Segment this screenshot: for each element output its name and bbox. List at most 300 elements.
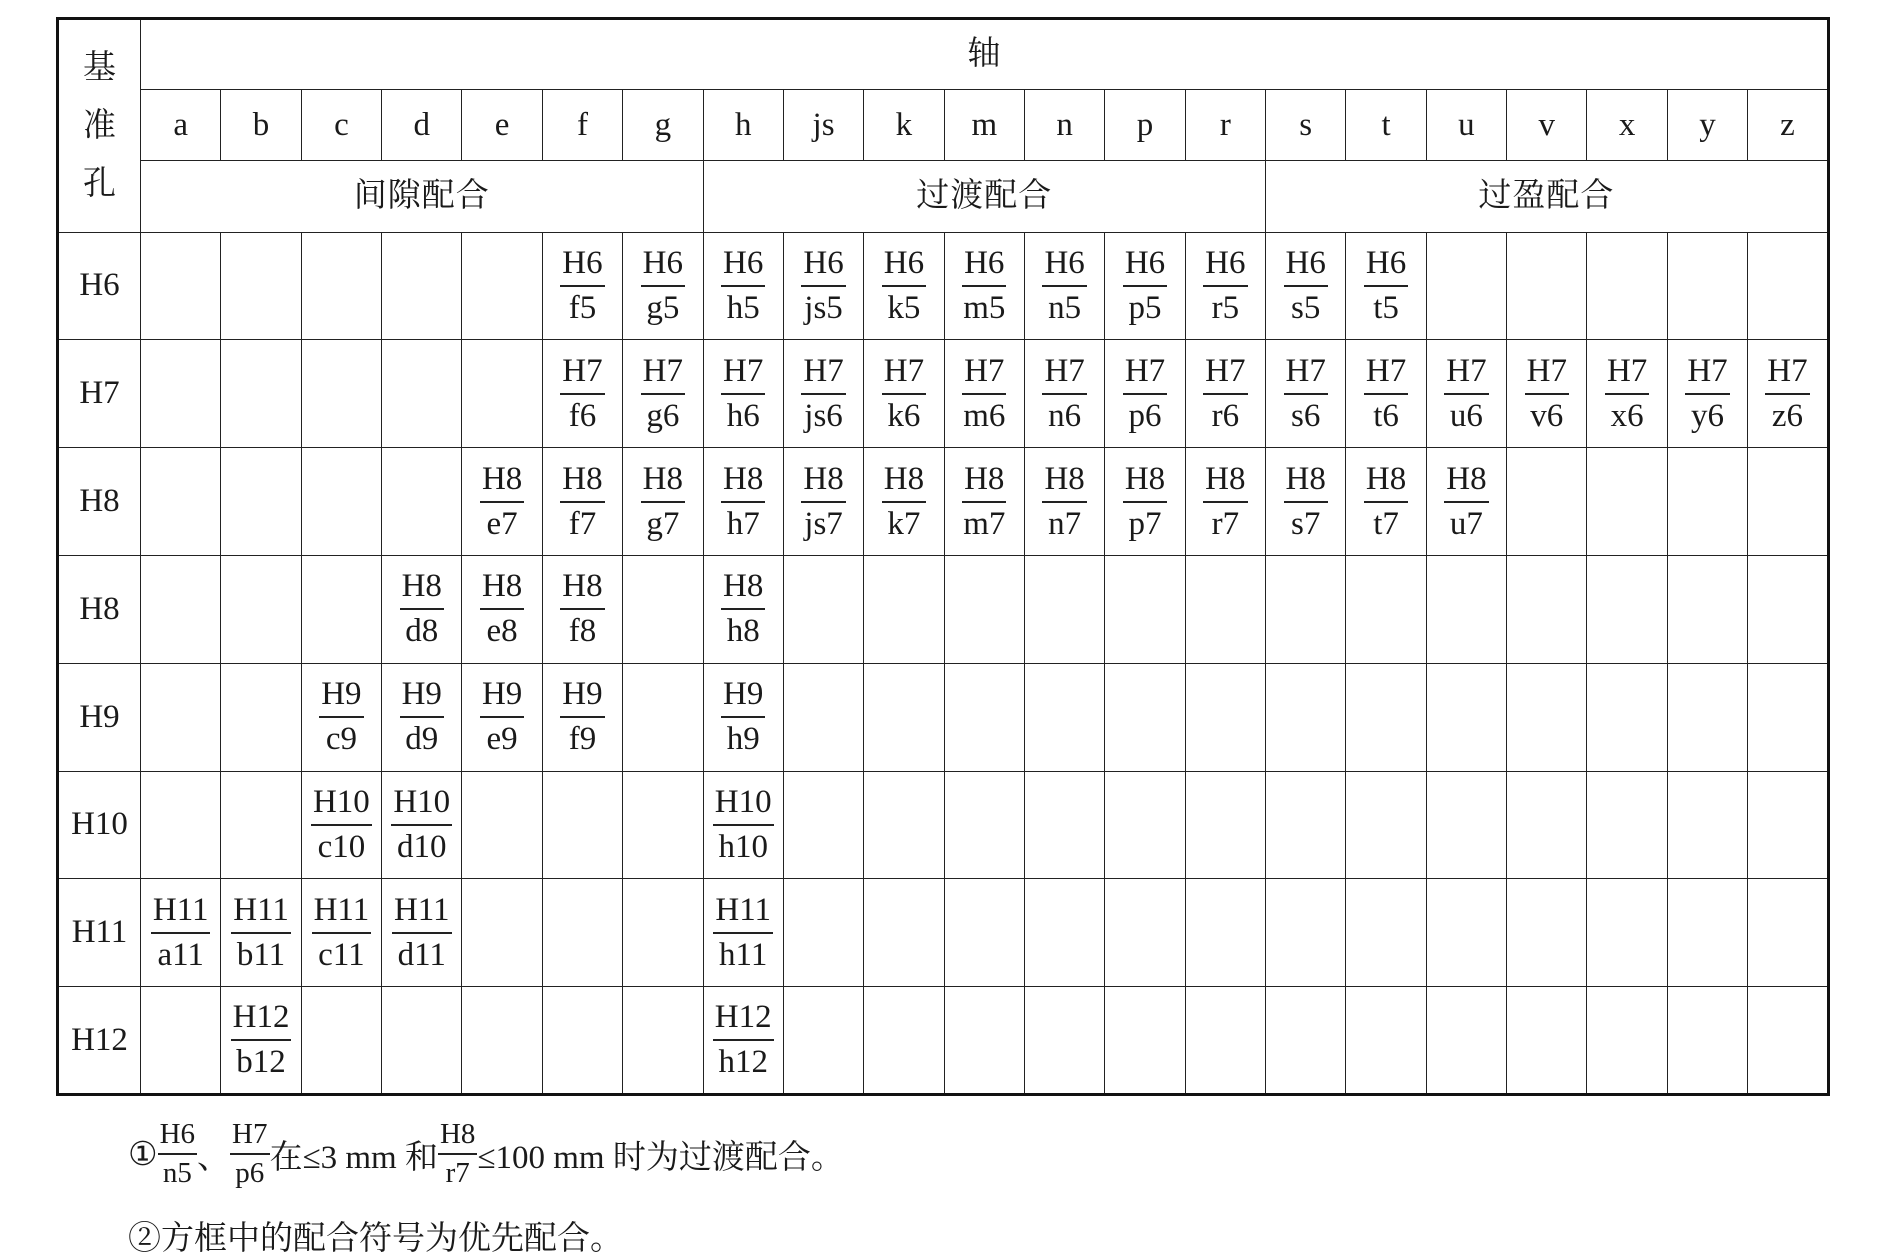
fit-numerator: H7 bbox=[1605, 355, 1649, 395]
fit-fraction bbox=[1364, 460, 1408, 542]
fit-numerator: H8 bbox=[1284, 463, 1328, 503]
fit-cell-h6-p5 bbox=[1105, 232, 1185, 340]
fit-cell bbox=[623, 663, 703, 771]
fit-numerator: H11 bbox=[392, 894, 452, 934]
fit-fraction bbox=[560, 244, 604, 326]
fit-denominator: s7 bbox=[1291, 505, 1321, 542]
fit-cell-h8-p7 bbox=[1105, 448, 1185, 556]
fit-cell-h6-js5 bbox=[783, 232, 863, 340]
fit-cell-h6-s5 bbox=[1266, 232, 1346, 340]
fit-cell-h11-d11 bbox=[382, 879, 462, 987]
fit-cell-h8-f7 bbox=[542, 448, 622, 556]
fit-numerator: H9 bbox=[560, 678, 604, 718]
fit-cell bbox=[944, 987, 1024, 1095]
fit-numerator: H6 bbox=[1123, 247, 1167, 287]
fit-fraction bbox=[1444, 352, 1488, 434]
fit-cell bbox=[1426, 771, 1506, 879]
fit-fraction bbox=[1123, 244, 1167, 326]
fit-fraction bbox=[391, 783, 452, 865]
fit-numerator: H7 bbox=[1364, 355, 1408, 395]
fit-row-h8 bbox=[58, 448, 1829, 556]
fit-cell-h6-k5 bbox=[864, 232, 944, 340]
fit-cell bbox=[141, 663, 221, 771]
fit-cell-h9-f9 bbox=[542, 663, 622, 771]
fit-cell bbox=[783, 879, 863, 987]
fit-cell bbox=[462, 771, 542, 879]
fit-cell-h7-h6 bbox=[703, 340, 783, 448]
note-1-separator: 、 bbox=[197, 1139, 231, 1176]
fit-cell bbox=[1667, 771, 1747, 879]
fit-denominator: js5 bbox=[804, 289, 843, 326]
fit-numerator: H8 bbox=[801, 463, 845, 503]
fit-cell-h7-r6 bbox=[1185, 340, 1265, 448]
fit-cell bbox=[1426, 879, 1506, 987]
fit-numerator: H8 bbox=[721, 463, 765, 503]
header-row-shaft-title bbox=[58, 19, 1829, 90]
fit-fraction bbox=[801, 352, 845, 434]
fit-cell-h9-d9 bbox=[382, 663, 462, 771]
fit-cell bbox=[221, 771, 301, 879]
fit-cell bbox=[141, 555, 221, 663]
base-hole-header bbox=[58, 19, 141, 233]
fit-cell-h6-r5 bbox=[1185, 232, 1265, 340]
fit-cell bbox=[301, 448, 381, 556]
fit-fraction bbox=[1042, 460, 1086, 542]
fraction-h7-p6 bbox=[230, 1120, 269, 1188]
fit-denominator: d9 bbox=[405, 721, 439, 758]
fit-cell bbox=[1507, 555, 1587, 663]
fit-fraction bbox=[560, 460, 604, 542]
fit-fraction bbox=[560, 678, 604, 756]
fit-cell bbox=[382, 987, 462, 1095]
fit-cell bbox=[1346, 771, 1426, 879]
shaft-letter-b: b bbox=[221, 90, 301, 161]
fit-denominator: c11 bbox=[318, 936, 365, 973]
fit-fraction bbox=[480, 460, 524, 542]
fit-cell-h12-h12 bbox=[703, 987, 783, 1095]
fit-fraction bbox=[801, 460, 845, 542]
fit-denominator: h12 bbox=[718, 1044, 768, 1081]
fit-denominator: h11 bbox=[719, 936, 768, 973]
fit-fraction bbox=[713, 783, 774, 865]
shaft-letter-g: g bbox=[623, 90, 703, 161]
fit-cell-h6-f5 bbox=[542, 232, 622, 340]
fit-cell-h7-p6 bbox=[1105, 340, 1185, 448]
fit-cell bbox=[1587, 663, 1667, 771]
fit-cell-h7-v6 bbox=[1507, 340, 1587, 448]
fit-table bbox=[56, 17, 1830, 1096]
fit-fraction bbox=[1203, 352, 1247, 434]
fraction-numerator: H7 bbox=[230, 1120, 269, 1155]
fit-denominator: p5 bbox=[1128, 289, 1162, 326]
fit-cell-h6-g5 bbox=[623, 232, 703, 340]
fit-cell bbox=[783, 987, 863, 1095]
fit-denominator: d11 bbox=[397, 936, 446, 973]
base-hole-header-char: 基 bbox=[83, 49, 116, 86]
fit-cell bbox=[623, 771, 703, 879]
fit-cell bbox=[864, 555, 944, 663]
fit-cell bbox=[944, 879, 1024, 987]
fit-denominator: t5 bbox=[1373, 289, 1399, 326]
fit-row-h6 bbox=[58, 232, 1829, 340]
fit-cell-h8-f8 bbox=[542, 555, 622, 663]
fit-fraction bbox=[713, 1001, 774, 1079]
fit-cell bbox=[1426, 663, 1506, 771]
fit-cell bbox=[864, 879, 944, 987]
fit-denominator: r5 bbox=[1211, 289, 1240, 326]
fit-cell-h8-g7 bbox=[623, 448, 703, 556]
fit-cell-h10-d10 bbox=[382, 771, 462, 879]
fit-fraction bbox=[961, 352, 1007, 434]
fit-numerator: H8 bbox=[1123, 463, 1167, 503]
shaft-letter-k: k bbox=[864, 90, 944, 161]
fit-group-1: 过渡配合 bbox=[703, 161, 1266, 232]
fit-cell-h9-h9 bbox=[703, 663, 783, 771]
fit-cell bbox=[1667, 232, 1747, 340]
note-1-marker: ① bbox=[128, 1137, 158, 1173]
fit-cell bbox=[1667, 879, 1747, 987]
hole-label: H12 bbox=[58, 987, 141, 1095]
fit-cell-h8-m7 bbox=[944, 448, 1024, 556]
fit-cell bbox=[462, 232, 542, 340]
base-hole-header-char: 准 bbox=[83, 107, 116, 144]
hole-label: H8 bbox=[58, 448, 141, 556]
fit-denominator: n6 bbox=[1048, 397, 1082, 434]
fit-numerator: H6 bbox=[882, 247, 926, 287]
fit-denominator: b11 bbox=[236, 936, 286, 973]
fit-fraction bbox=[1525, 352, 1569, 434]
fit-numerator: H8 bbox=[1042, 463, 1086, 503]
fit-group-0: 间隙配合 bbox=[141, 161, 704, 232]
fit-denominator: js6 bbox=[804, 397, 843, 434]
fit-cell bbox=[1507, 987, 1587, 1095]
fit-cell-h8-u7 bbox=[1426, 448, 1506, 556]
shaft-letter-z: z bbox=[1748, 90, 1829, 161]
fit-cell bbox=[1346, 555, 1426, 663]
fit-denominator: c10 bbox=[317, 828, 366, 865]
fit-numerator: H6 bbox=[1364, 247, 1408, 287]
fit-denominator: s6 bbox=[1291, 397, 1321, 434]
fit-denominator: r6 bbox=[1211, 397, 1240, 434]
fit-row-h9 bbox=[58, 663, 1829, 771]
fit-denominator: e7 bbox=[486, 505, 518, 542]
fit-denominator: m5 bbox=[963, 289, 1006, 326]
fit-cell bbox=[1185, 879, 1265, 987]
fit-fraction bbox=[1203, 460, 1247, 542]
fit-denominator: h8 bbox=[726, 613, 760, 650]
fit-cell-h7-n6 bbox=[1024, 340, 1104, 448]
fit-cell bbox=[141, 448, 221, 556]
fit-cell bbox=[301, 555, 381, 663]
fit-cell bbox=[1105, 663, 1185, 771]
fit-cell bbox=[1507, 663, 1587, 771]
fit-cell bbox=[944, 663, 1024, 771]
fit-cell bbox=[1667, 555, 1747, 663]
fit-cell-h12-b12 bbox=[221, 987, 301, 1095]
fit-cell bbox=[1426, 555, 1506, 663]
fit-numerator: H7 bbox=[801, 355, 845, 395]
fit-denominator: f8 bbox=[568, 613, 597, 650]
fit-fraction bbox=[1765, 352, 1809, 434]
fit-numerator: H7 bbox=[1525, 355, 1569, 395]
fit-cell-h8-t7 bbox=[1346, 448, 1426, 556]
fit-denominator: b12 bbox=[236, 1044, 286, 1081]
fraction-denominator: r7 bbox=[445, 1157, 470, 1189]
fit-cell bbox=[1587, 555, 1667, 663]
fit-denominator: r7 bbox=[1211, 505, 1240, 542]
note-1-text-2: ≤100 mm 时为过渡配合。 bbox=[477, 1139, 844, 1176]
shaft-letter-u: u bbox=[1426, 90, 1506, 161]
fit-numerator: H10 bbox=[311, 786, 372, 826]
fit-cell bbox=[1426, 987, 1506, 1095]
fit-denominator: s5 bbox=[1291, 289, 1321, 326]
fit-denominator: f9 bbox=[568, 721, 597, 758]
fraction-h8-r7 bbox=[438, 1120, 477, 1188]
fit-fraction bbox=[1364, 352, 1408, 434]
shaft-letter-m: m bbox=[944, 90, 1024, 161]
fit-cell-h7-t6 bbox=[1346, 340, 1426, 448]
fit-cell bbox=[462, 340, 542, 448]
fit-denominator: h10 bbox=[718, 828, 768, 865]
fit-denominator: h6 bbox=[726, 397, 760, 434]
fit-cell-h11-b11 bbox=[221, 879, 301, 987]
shaft-letter-js: js bbox=[783, 90, 863, 161]
fit-denominator: m7 bbox=[963, 505, 1006, 542]
fit-fraction bbox=[1605, 352, 1649, 434]
fit-cell bbox=[1748, 879, 1829, 987]
shaft-letter-s: s bbox=[1266, 90, 1346, 161]
fit-cell bbox=[1587, 448, 1667, 556]
fit-cell bbox=[1266, 771, 1346, 879]
fit-cell-h8-r7 bbox=[1185, 448, 1265, 556]
fit-cell bbox=[1426, 232, 1506, 340]
fit-cell bbox=[1024, 663, 1104, 771]
fit-cell bbox=[1105, 771, 1185, 879]
fit-numerator: H6 bbox=[560, 247, 604, 287]
fit-fraction bbox=[713, 891, 773, 973]
fit-numerator: H8 bbox=[1444, 463, 1488, 503]
shaft-letter-t: t bbox=[1346, 90, 1426, 161]
fit-numerator: H12 bbox=[713, 1001, 774, 1041]
shaft-letter-h: h bbox=[703, 90, 783, 161]
fit-cell bbox=[1507, 879, 1587, 987]
fit-row-h7 bbox=[58, 340, 1829, 448]
fit-cell bbox=[623, 987, 703, 1095]
fit-cell bbox=[944, 771, 1024, 879]
fit-cell bbox=[1346, 879, 1426, 987]
fit-fraction bbox=[231, 891, 291, 973]
fit-cell-h11-a11 bbox=[141, 879, 221, 987]
fit-cell bbox=[382, 340, 462, 448]
fit-cell bbox=[1667, 987, 1747, 1095]
fit-row-h12 bbox=[58, 987, 1829, 1095]
fit-fraction bbox=[1284, 460, 1328, 542]
fit-numerator: H6 bbox=[1203, 247, 1247, 287]
fit-fraction bbox=[1444, 460, 1488, 542]
fit-cell-h6-m5 bbox=[944, 232, 1024, 340]
fit-cell-h8-e7 bbox=[462, 448, 542, 556]
fit-fraction bbox=[721, 352, 765, 434]
fit-cell bbox=[1266, 879, 1346, 987]
fit-cell bbox=[1266, 555, 1346, 663]
fit-numerator: H11 bbox=[713, 894, 773, 934]
fit-numerator: H8 bbox=[721, 570, 765, 610]
fit-cell bbox=[1507, 771, 1587, 879]
fit-cell bbox=[1185, 771, 1265, 879]
fit-fraction bbox=[961, 460, 1007, 542]
fit-denominator: k5 bbox=[887, 289, 921, 326]
shaft-title: 轴 bbox=[141, 19, 1829, 90]
fit-denominator: n7 bbox=[1048, 505, 1082, 542]
fit-cell-h9-e9 bbox=[462, 663, 542, 771]
fit-cell-h7-s6 bbox=[1266, 340, 1346, 448]
fit-numerator: H8 bbox=[882, 463, 926, 503]
fit-fraction bbox=[641, 244, 685, 326]
fit-cell bbox=[1587, 987, 1667, 1095]
fit-cell bbox=[462, 987, 542, 1095]
fit-denominator: h9 bbox=[726, 721, 760, 758]
fraction-numerator: H6 bbox=[158, 1120, 197, 1155]
fit-cell bbox=[301, 987, 381, 1095]
fit-cell bbox=[1587, 879, 1667, 987]
fit-numerator: H11 bbox=[151, 894, 211, 934]
note-1 bbox=[128, 1120, 844, 1188]
fit-denominator: d8 bbox=[405, 613, 439, 650]
fit-denominator: e9 bbox=[486, 721, 518, 758]
fit-denominator: t6 bbox=[1373, 397, 1399, 434]
fit-cell bbox=[1667, 448, 1747, 556]
fit-fraction bbox=[1685, 352, 1729, 434]
fit-fraction bbox=[721, 678, 765, 756]
fit-numerator: H7 bbox=[1685, 355, 1729, 395]
fit-denominator: d10 bbox=[397, 828, 447, 865]
fit-numerator: H7 bbox=[721, 355, 765, 395]
fit-numerator: H7 bbox=[962, 355, 1006, 395]
fit-cell bbox=[1748, 232, 1829, 340]
fit-fraction bbox=[312, 891, 372, 973]
fit-cell bbox=[1748, 555, 1829, 663]
fit-cell bbox=[301, 232, 381, 340]
fit-cell-h11-h11 bbox=[703, 879, 783, 987]
shaft-letter-v: v bbox=[1507, 90, 1587, 161]
fit-denominator: t7 bbox=[1373, 505, 1399, 542]
fit-numerator: H12 bbox=[231, 1001, 292, 1041]
fit-fraction bbox=[400, 570, 444, 648]
fit-cell-h11-c11 bbox=[301, 879, 381, 987]
fit-cell-h9-c9 bbox=[301, 663, 381, 771]
fit-cell bbox=[301, 340, 381, 448]
fit-denominator: c9 bbox=[325, 721, 357, 758]
fit-fraction bbox=[1123, 352, 1167, 434]
shaft-letter-c: c bbox=[301, 90, 381, 161]
fit-cell-h7-y6 bbox=[1667, 340, 1747, 448]
fit-cell bbox=[1587, 232, 1667, 340]
note-2: ②方框中的配合符号为优先配合。 bbox=[128, 1221, 623, 1257]
fit-row-h10 bbox=[58, 771, 1829, 879]
fit-fraction bbox=[392, 891, 452, 973]
fit-denominator: k6 bbox=[887, 397, 921, 434]
fit-numerator: H8 bbox=[480, 463, 524, 503]
fraction-numerator: H8 bbox=[438, 1120, 477, 1155]
fit-cell bbox=[221, 663, 301, 771]
fit-cell bbox=[221, 555, 301, 663]
hole-label: H7 bbox=[58, 340, 141, 448]
fit-cell bbox=[1185, 555, 1265, 663]
fit-fraction bbox=[961, 244, 1007, 326]
fit-fraction bbox=[641, 460, 685, 542]
fit-fraction bbox=[1203, 244, 1247, 326]
hole-label: H6 bbox=[58, 232, 141, 340]
fit-cell bbox=[1105, 555, 1185, 663]
fit-numerator: H8 bbox=[641, 463, 685, 503]
fit-fraction bbox=[882, 244, 926, 326]
fit-cell-h8-k7 bbox=[864, 448, 944, 556]
fit-cell bbox=[1266, 987, 1346, 1095]
fit-cell bbox=[1748, 663, 1829, 771]
fit-fraction bbox=[1284, 244, 1328, 326]
hole-label: H10 bbox=[58, 771, 141, 879]
fit-cell bbox=[1667, 663, 1747, 771]
note-1-text-1: 在≤3 mm 和 bbox=[269, 1139, 438, 1176]
fit-fraction bbox=[1042, 352, 1086, 434]
fit-cell bbox=[864, 771, 944, 879]
fit-cell-h6-t5 bbox=[1346, 232, 1426, 340]
fit-denominator: u6 bbox=[1449, 397, 1483, 434]
fit-cell-h7-g6 bbox=[623, 340, 703, 448]
fit-cell bbox=[1105, 879, 1185, 987]
fit-denominator: p6 bbox=[1128, 397, 1162, 434]
fit-cell bbox=[1507, 232, 1587, 340]
fit-cell-h7-x6 bbox=[1587, 340, 1667, 448]
fit-numerator: H6 bbox=[801, 247, 845, 287]
fit-numerator: H8 bbox=[1364, 463, 1408, 503]
fraction-h6-n5 bbox=[158, 1120, 197, 1188]
fit-cell bbox=[783, 555, 863, 663]
fit-fraction bbox=[882, 352, 926, 434]
fit-cell bbox=[1346, 987, 1426, 1095]
fit-cell bbox=[141, 771, 221, 879]
fit-fraction bbox=[231, 1001, 292, 1079]
fit-denominator: h7 bbox=[726, 505, 760, 542]
fit-cell-h6-n5 bbox=[1024, 232, 1104, 340]
hole-label: H8 bbox=[58, 555, 141, 663]
fit-denominator: x6 bbox=[1610, 397, 1644, 434]
fit-fraction bbox=[801, 244, 845, 326]
fit-cell bbox=[1185, 663, 1265, 771]
fit-cell-h8-js7 bbox=[783, 448, 863, 556]
shaft-letter-p: p bbox=[1105, 90, 1185, 161]
fit-numerator: H9 bbox=[319, 678, 363, 718]
fit-fraction bbox=[1123, 460, 1167, 542]
fit-denominator: p7 bbox=[1128, 505, 1162, 542]
fit-denominator: f7 bbox=[568, 505, 597, 542]
fit-denominator: v6 bbox=[1530, 397, 1564, 434]
fit-numerator: H8 bbox=[1203, 463, 1247, 503]
fit-fraction bbox=[721, 570, 765, 648]
fit-numerator: H9 bbox=[400, 678, 444, 718]
header-row-fit-groups bbox=[58, 161, 1829, 232]
fit-cell bbox=[1024, 987, 1104, 1095]
fit-numerator: H7 bbox=[1123, 355, 1167, 395]
fit-fraction bbox=[560, 352, 604, 434]
fit-numerator: H6 bbox=[721, 247, 765, 287]
fit-fraction bbox=[1364, 244, 1408, 326]
fit-numerator: H7 bbox=[882, 355, 926, 395]
fit-fraction bbox=[560, 570, 604, 648]
fraction-denominator: n5 bbox=[162, 1157, 192, 1189]
shaft-letter-x: x bbox=[1587, 90, 1667, 161]
fit-fraction bbox=[721, 460, 765, 542]
